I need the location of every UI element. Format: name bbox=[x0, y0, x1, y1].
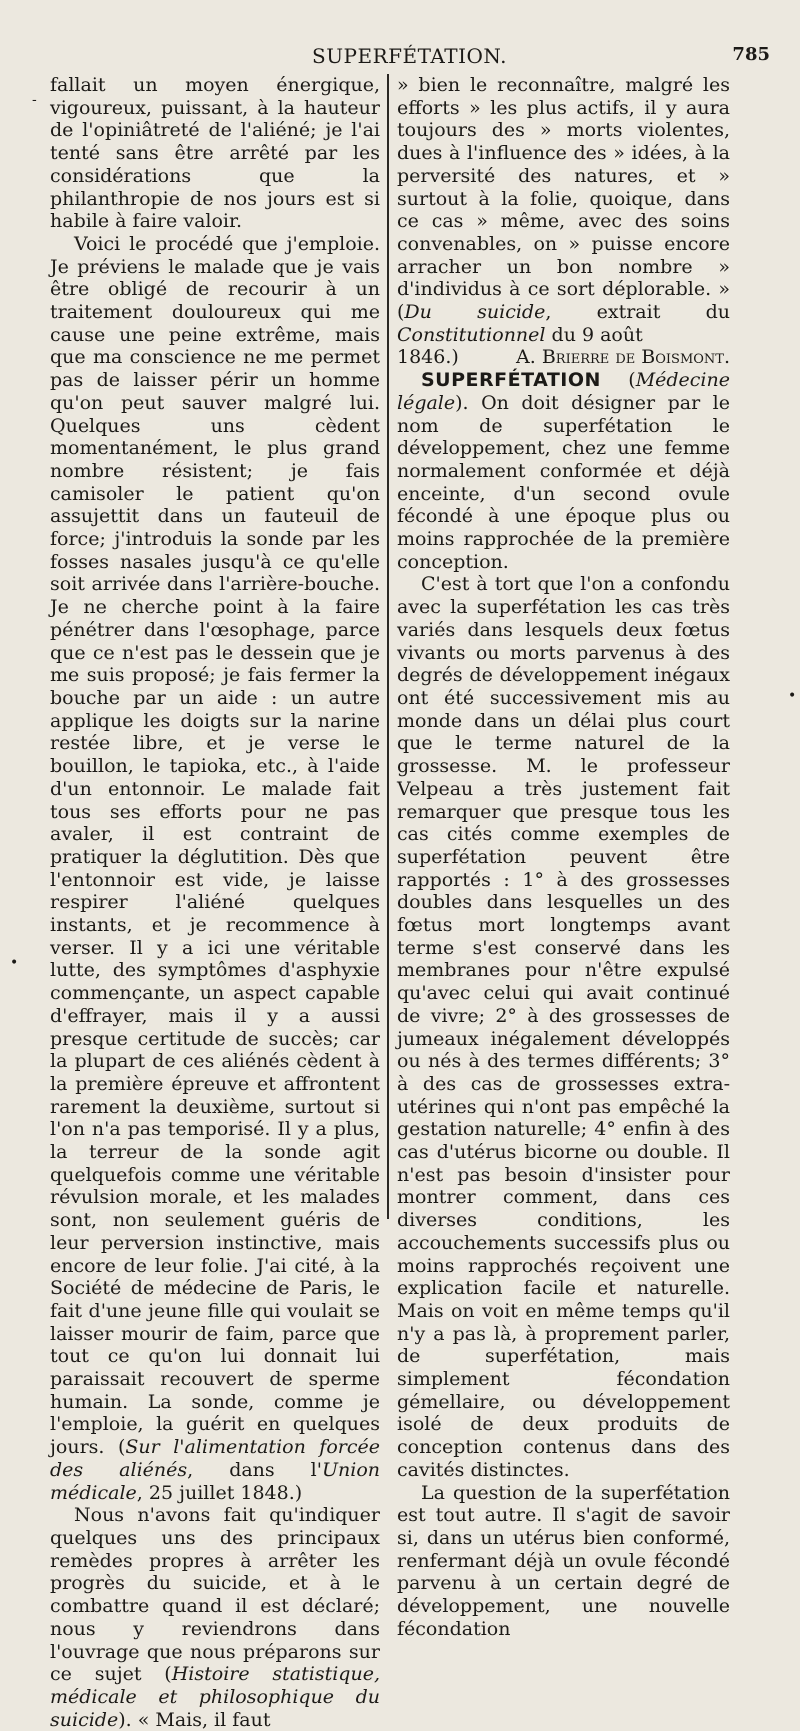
quotation-text: » bien le reconnaître, malgré les efforts » les plus actifs, il y aura toujours des » morts violentes, dues à l'influence des » idées, à la perversité des natures, et » surtout à la folie, quoique, dans ce cas » même, avec des soins convenables, on » puisse encore arracher un bon nombre » d'individus à ce sort déplorable. » ( bbox=[397, 74, 730, 324]
page-number: 785 bbox=[732, 44, 770, 65]
entry-label-open: ( bbox=[600, 369, 636, 392]
right-column bbox=[397, 74, 730, 1641]
citation-mid: , dans l' bbox=[187, 1458, 322, 1481]
quotation bbox=[397, 74, 730, 346]
paragraph-procedure bbox=[50, 233, 380, 1504]
entry-label-close: ). bbox=[455, 391, 469, 414]
quotation-source-journal: Constitutionnel bbox=[397, 323, 546, 346]
citation-open: ( bbox=[104, 1436, 126, 1459]
quotation-source-mid: , extrait du bbox=[545, 301, 730, 324]
definition-text: On doit désigner par le nom de superfétation le développement, chez une femme normalement conformée et déjà enceinte, d'un second ovule fécondé à une époque plus ou moins rapprochée de la première conception. bbox=[397, 391, 730, 573]
citation-title: Sur l'alimentation forcée des aliénés bbox=[50, 1436, 380, 1481]
quotation-source-title: Du suicide bbox=[404, 301, 546, 324]
paragraph-continued: fallait un moyen énergique, vigoureux, puissant, à la hauteur de l'opiniâtreté de l'aliéné; je l'ai tenté sans être arrêté par les considérations que la philanthropie de nos jours est si habile à faire valoir. bbox=[50, 74, 380, 233]
procedure-text: Voici le procédé que j'emploie. Je préviens le malade que je vais être obligé de recourir à un traitement douloureux qui me cause une peine extrême, mais que ma conscience ne me permet pas de laisser périr un homme qu'on peut sauver malgré lui. Quelques uns cèdent momentanément, le plus grand nombre résistent; je fais camisoler le patient qu'on assujettit dans un fauteuil de force; j'introduis la sonde par les fosses nasales jusqu'à ce qu'elle soit arrivée dans l'arrière-bouche. Je ne cherche point à la faire pénétrer dans l'œsophage, parce que ce n'est pas le dessein que je me suis proposé; je fais fermer la bouche par un aide : un autre applique les doigts sur la narine restée libre, et je verse le bouillon, le tapioka, etc., à l'aide d'un entonnoir. Le malade fait tous ses efforts pour ne pas avaler, il est contraint de pratiquer la déglutition. Dès que l'entonnoir est vide, je laisse respirer l'aliéné quelques instants, et je recommence à verser. Il y a ici une véritable lutte, des symptômes d'asphyxie commençante, un aspect capable d'effrayer, mais il y a aussi presque certitude de succès; car la plupart de ces aliénés cèdent à la première épreuve et affrontent rarement la deuxième, surtout si l'on n'a pas temporisé. Il y a plus, la terreur de la sonde agit quelquefois comme une véritable révulsion morale, et les malades sont, non seulement guéris de leur perversion instinctive, mais encore de leur folie. J'ai cité, à la Société de médecine de Paris, le fait d'une jeune fille qui voulait se laisser mourir de faim, parce que tout ce qu'on lui donnait lui paraissait recouvert de sperme humain. La sonde, comme je l'emploie, la guérit en quelques jours. bbox=[50, 232, 380, 1459]
page-header bbox=[0, 38, 800, 68]
paragraph-question: La question de la superfétation est tout autre. Il s'agit de savoir si, dans un utérus bien conformé, renfermant déjà un ovule fécondé parvenu à un certain degré de développement, une nouvelle fécondation bbox=[397, 1481, 730, 1640]
margin-mark: - bbox=[32, 92, 37, 108]
margin-dot: • bbox=[10, 955, 19, 971]
entry-heading: SUPERFÉTATION bbox=[421, 369, 601, 392]
entry-label: Médecine légale bbox=[397, 369, 730, 414]
margin-dot: • bbox=[788, 688, 797, 704]
paragraph-confusion: C'est à tort que l'on a confondu avec la superfétation les cas très variés dans lesquels deux fœtus vivants ou morts parvenus à des degrés de développement inégaux ont été successivement mis au monde dans un délai plus court que le terme naturel de la grossesse. M. le professeur Velpeau a très justement fait remarquer que presque tous les cas cités comme exemples de superfétation peuvent être rapportés : 1° à des grossesses doubles dans lesquelles un des fœtus mort longtemps avant terme s'est conservé dans les membranes pour n'être expulsé qu'avec celui qui avait continué de vivre; 2° à des grossesses de jumeaux inégalement développés ou nés à des termes différents; 3° à des cas de grossesses extra-utérines qui n'ont pas empêché la gestation naturelle; 4° enfin à des cas d'utérus bicorne ou double. Il n'est pas besoin d'insister pour montrer comment, dans ces diverses conditions, les accouchements successifs plus ou moins rapprochés reçoivent une explication facile et naturelle. Mais on voit en même temps qu'il n'y a pas là, à proprement parler, de superfétation, mais simplement fécondation gémellaire, ou développement isolé de deux produits de conception contenus dans des cavités distinctes. bbox=[397, 573, 730, 1481]
column-divider bbox=[387, 74, 389, 1219]
citation-end: , 25 juillet 1848.) bbox=[136, 1481, 303, 1504]
left-column bbox=[50, 74, 380, 1731]
conclusion-text: Nous n'avons fait qu'indiquer quelques uns des principaux remèdes propres à arrêter les progrès du suicide, et à le combattre quand il est déclaré; nous y reviendrons dans l'ouvrage que nous préparons sur ce sujet ( bbox=[50, 1504, 380, 1686]
entry-definition bbox=[397, 369, 730, 573]
running-title: SUPERFÉTATION. bbox=[312, 44, 507, 68]
signature-line bbox=[397, 346, 730, 369]
paragraph-conclusion bbox=[50, 1504, 380, 1731]
book-title: Histoire statistique, médicale et philosophique du suicide bbox=[50, 1663, 380, 1731]
author-signature: A. Brierre de Boismont. bbox=[516, 346, 730, 369]
conclusion-end: ). « Mais, il faut bbox=[118, 1708, 271, 1731]
citation-journal: Union médicale bbox=[50, 1458, 381, 1504]
quotation-year: 1846.) bbox=[397, 346, 459, 369]
quotation-source-end: du 9 août bbox=[545, 323, 643, 346]
